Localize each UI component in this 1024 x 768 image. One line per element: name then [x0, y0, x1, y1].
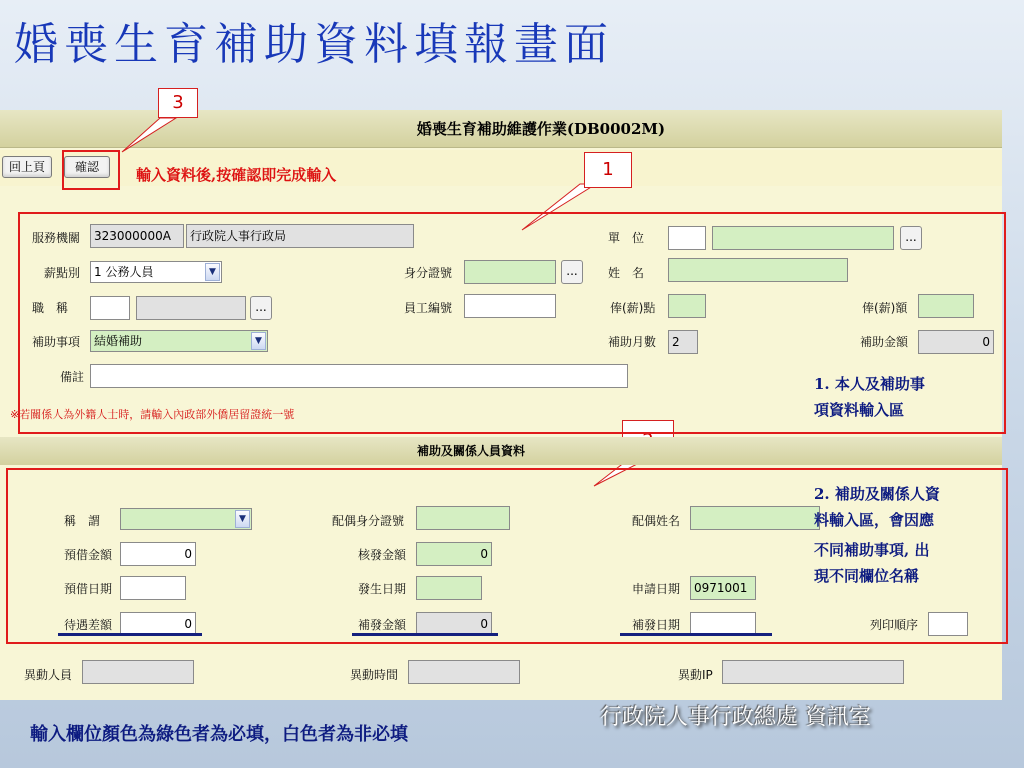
title-code-field[interactable] [90, 296, 130, 320]
unit-lookup-button[interactable]: ... [900, 226, 922, 250]
pay-type-value: 1 公務人員 [94, 265, 154, 279]
name-field[interactable] [668, 258, 848, 282]
subsidy-amount-label: 補助金額 [860, 335, 909, 349]
supplement-date-label: 補發日期 [632, 618, 681, 632]
diff-amount-field[interactable]: 0 [120, 612, 196, 636]
changer-label: 異動人員 [24, 668, 73, 682]
section2-title: 補助及關係人員資料 [0, 437, 1002, 465]
relation-label: 稱 謂 [64, 514, 101, 528]
approved-amount-field[interactable]: 0 [416, 542, 492, 566]
subsidy-months-label: 補助月數 [608, 335, 657, 349]
organization-logo-text: 行政院人事行政總處 資訊室 [600, 705, 871, 730]
change-ip-label: 異動IP [678, 668, 713, 682]
chevron-down-icon: ▼ [235, 510, 250, 528]
apply-date-label: 申請日期 [632, 582, 681, 596]
confirm-hint: 輸入資料後,按確認即完成輸入 [136, 166, 337, 184]
apply-date-field[interactable]: 0971001 [690, 576, 756, 600]
chevron-down-icon: ▼ [205, 263, 220, 281]
id-label: 身分證號 [404, 266, 453, 280]
annotation-1-line-2: 項資料輸入區 [814, 401, 905, 419]
title-name-field[interactable] [136, 296, 246, 320]
id-lookup-button[interactable]: ... [561, 260, 583, 284]
advance-amount-field[interactable]: 0 [120, 542, 196, 566]
unit-code-field[interactable] [668, 226, 706, 250]
foreign-note: ※若關係人為外籍人士時，請輸入內政部外僑居留證統一號 [10, 408, 295, 421]
advance-date-field[interactable] [120, 576, 186, 600]
pay-type-select[interactable] [90, 261, 222, 283]
change-ip-field[interactable] [722, 660, 904, 684]
supplement-amount-field[interactable]: 0 [416, 612, 492, 636]
spouse-name-label: 配偶姓名 [632, 514, 681, 528]
print-order-label: 列印順序 [870, 618, 919, 632]
remarks-field[interactable] [90, 364, 628, 388]
supplement-date-underline [620, 633, 772, 636]
unit-name-field[interactable] [712, 226, 894, 250]
back-button[interactable]: 回上頁 [2, 156, 52, 178]
unit-label: 單 位 [608, 231, 645, 245]
change-time-label: 異動時間 [350, 668, 399, 682]
agency-label: 服務機關 [32, 231, 81, 245]
title-lookup-button[interactable]: ... [250, 296, 272, 320]
pay-point-label: 俸(薪)點 [610, 301, 656, 315]
agency-code-field[interactable]: 323000000A [90, 224, 184, 248]
subsidy-amount-field[interactable]: 0 [918, 330, 994, 354]
diff-amount-underline [58, 633, 202, 636]
form-title: 婚喪生育補助維護作業(DB0002M) [0, 110, 1002, 148]
bottom-note: 輸入欄位顏色為綠色者為必填，白色者為非必填 [30, 724, 408, 745]
callout-3: 3 [158, 88, 198, 118]
diff-amount-label: 待遇差額 [64, 618, 113, 632]
callout-1: 1 [584, 152, 632, 188]
annotation-2-line-4: 現不同欄位名稱 [814, 567, 920, 585]
subsidy-months-field[interactable]: 2 [668, 330, 698, 354]
subsidy-item-value: 結婚補助 [94, 334, 143, 348]
id-field[interactable] [464, 260, 556, 284]
changer-field[interactable] [82, 660, 194, 684]
occur-date-label: 發生日期 [358, 582, 407, 596]
pay-type-label: 薪點別 [44, 266, 81, 280]
slide-title: 婚喪生育補助資料填報畫面 [14, 19, 614, 70]
advance-amount-label: 預借金額 [64, 548, 113, 562]
print-order-field[interactable] [928, 612, 968, 636]
occur-date-field[interactable] [416, 576, 482, 600]
change-time-field[interactable] [408, 660, 520, 684]
spouse-name-field[interactable] [690, 506, 820, 530]
relation-select[interactable] [120, 508, 252, 530]
subsidy-item-select[interactable] [90, 330, 268, 352]
pay-point-field[interactable] [668, 294, 706, 318]
annotation-2-line-1: 2. 補助及關係人資 [814, 485, 940, 503]
emp-no-label: 員工編號 [404, 301, 453, 315]
remarks-label: 備註 [60, 370, 85, 384]
chevron-down-icon: ▼ [251, 332, 266, 350]
annotation-2-line-3: 不同補助事項, 出 [814, 541, 930, 559]
approved-amount-label: 核發金額 [358, 548, 407, 562]
emp-no-field[interactable] [464, 294, 556, 318]
pay-amount-field[interactable] [918, 294, 974, 318]
annotation-2-line-2: 料輸入區，會因應 [814, 511, 935, 529]
confirm-button[interactable]: 確認 [64, 156, 110, 178]
pay-amount-label: 俸(薪)額 [862, 301, 908, 315]
spouse-id-field[interactable] [416, 506, 510, 530]
subsidy-item-label: 補助事項 [32, 335, 81, 349]
name-label: 姓 名 [608, 266, 645, 280]
agency-name-field[interactable]: 行政院人事行政局 [186, 224, 414, 248]
title-label: 職 稱 [32, 301, 69, 315]
advance-date-label: 預借日期 [64, 582, 113, 596]
annotation-1-line-1: 1. 本人及補助事 [814, 375, 925, 393]
supplement-amount-underline [352, 633, 498, 636]
spouse-id-label: 配偶身分證號 [332, 514, 405, 528]
supplement-amount-label: 補發金額 [358, 618, 407, 632]
